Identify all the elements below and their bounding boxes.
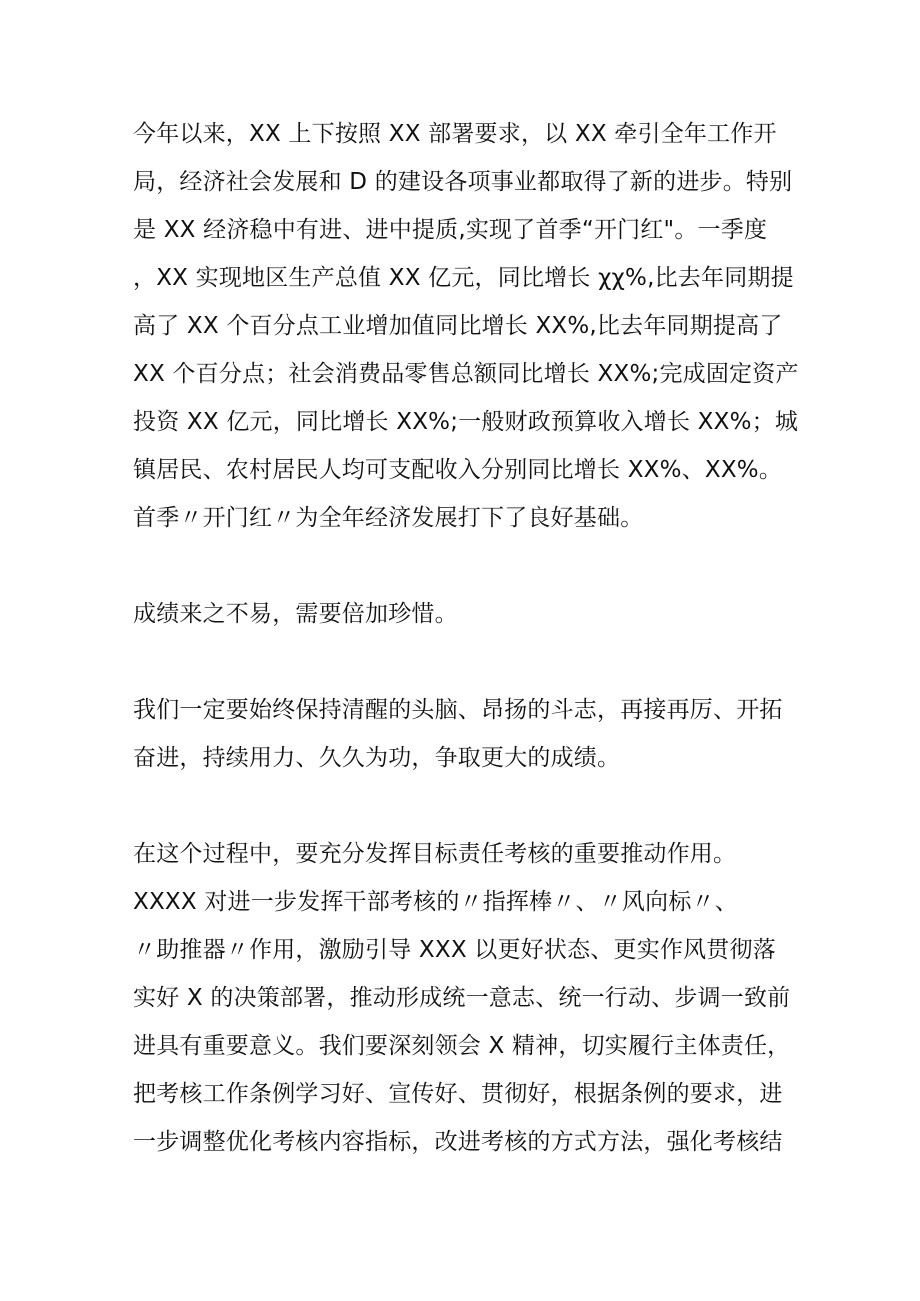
paragraph-4-line-3: 〃助推器〃作用，激励引导 XXX 以更好状态、更实作风贯彻落 [133,937,776,963]
paragraph-1-line-9: 首季〃开门红〃为全年经济发展打下了良好基础。 [133,505,644,531]
paragraph-1-line-2: 局，经济社会发展和 D 的建设各项事业都取得了新的进步。特别 [133,169,793,195]
paragraph-4-line-6: 把考核工作条例学习好、宣传好、贯彻好，根据条例的要求，进 [133,1081,783,1107]
paragraph-4-line-4: 实好 X 的决策部署，推动形成统一意志、统一行动、步调一致前 [133,985,791,1011]
paragraph-1-line-1: 今年以来，XX 上下按照 XX 部署要求，以 XX 牵引全年工作开 [133,121,777,147]
paragraph-1-line-3: 是 XX 经济稳中有进、进中提质,实现了首季“开门红"。一季度 [133,217,768,243]
paragraph-2-line-1: 成绩来之不易，需要倍加珍惜。 [133,601,458,627]
paragraph-4-line-5: 进具有重要意义。我们要深刻领会 X 精神，切实履行主体责任， [133,1033,791,1059]
paragraph-3-line-2: 奋进，持续用力、久久为功，争取更大的成绩。 [133,745,621,771]
paragraph-4-line-7: 一步调整优化考核内容指标，改进考核的方式方法，强化考核结 [133,1129,783,1155]
paragraph-1-line-5: 高了 XX 个百分点工业增加值同比增长 XX%,比去年同期提高了 [133,313,783,339]
paragraph-3-line-1: 我们一定要始终保持清醒的头脑、昂扬的斗志，再接再厉、开拓 [133,697,783,723]
paragraph-4-line-2: XXXX 对进一步发挥干部考核的〃指挥棒〃、〃风向标〃、 [133,889,738,915]
paragraph-1-line-4: ，XX 实现地区生产总值 XX 亿元，同比增长 χχ%,比去年同期提 [133,265,794,291]
paragraph-4-line-1: 在这个过程中，要充分发挥目标责任考核的重要推动作用。 [133,841,737,867]
paragraph-1-line-6: XX 个百分点；社会消费品零售总额同比增长 XX%;完成固定资产 [133,361,799,387]
paragraph-1-line-7: 投资 XX 亿元，同比增长 XX%;一般财政预算收入增长 XX%；城 [133,409,799,435]
paragraph-1-line-8: 镇居民、农村居民人均可支配收入分别同比增长 XX%、XX%。 [133,457,783,483]
